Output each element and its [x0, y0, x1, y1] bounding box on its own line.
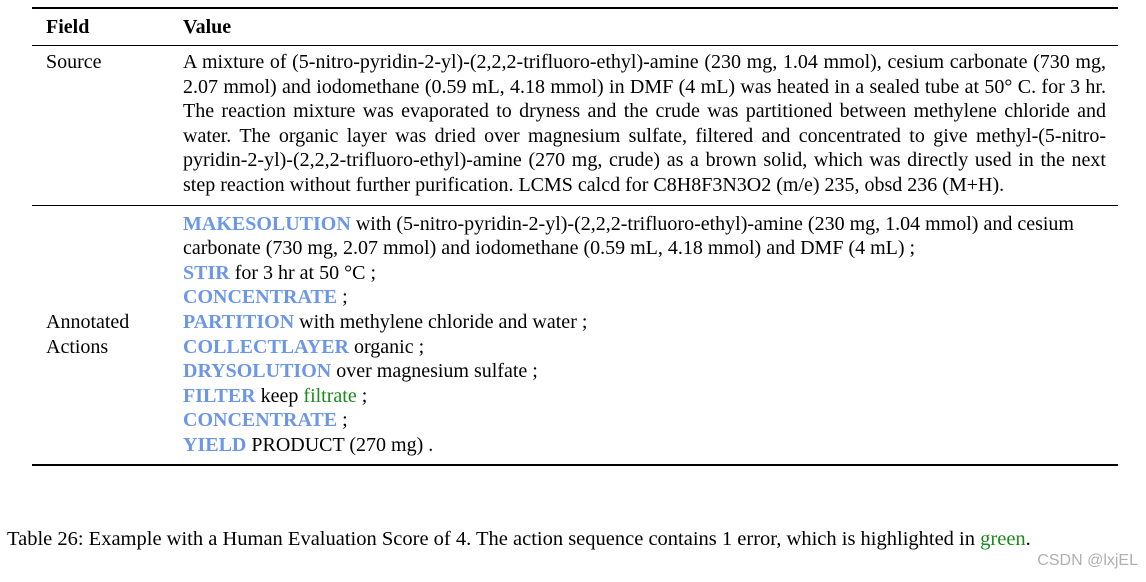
source-text: A mixture of (5-nitro-pyridin-2-yl)-(2,2,2-trifluoro-ethyl)-amine (230 mg, 1.04 mmol), cesium carbonate (730 mg, 2.07 mmol) and iodomethane (0.59 mL, 4.18 mmol) in DMF (4 mL) was heated in a sealed tube at 50° C. for 3 hr. The reaction mixture was evaporated to dryness and the crude was partitioned between methylene chloride and water. The organic layer was dried over magnesium sulfate, filtered and concentrated to give methyl-(5-nitro-pyridin-2-yl)-(2,2,2-trifluoro-ethyl)-amine (270 mg, crude) as a brown solid, which was directly used in the next step reaction without further purification. LCMS calcd for C8H8F3N3O2 (m/e) 235, obsd 236 (M+H).: [183, 51, 1106, 196]
action-item: [183, 408, 1106, 433]
action-item: [183, 433, 1106, 458]
action-item: [183, 359, 1106, 384]
action-verb: CONCENTRATE: [183, 286, 338, 309]
action-text: organic ;: [348, 335, 425, 358]
source-row: [32, 46, 1118, 205]
table-header-row: [32, 9, 1118, 45]
actions-row: [32, 206, 1118, 464]
action-verb: DRYSOLUTION: [183, 360, 332, 383]
action-verb: FILTER: [183, 384, 256, 407]
action-item: [183, 285, 1106, 310]
action-text: with methylene chloride and water ;: [294, 310, 588, 333]
action-item: [183, 335, 1106, 360]
action-verb: MAKESOLUTION: [183, 212, 351, 235]
error-highlight: filtrate: [303, 384, 357, 407]
action-text: for 3 hr at 50 °C ;: [229, 261, 377, 284]
table-bottom-rule: [32, 464, 1118, 466]
caption-prefix: Table 26: Example with a Human Evaluation Score of 4. The action sequence contains 1 error, which is highlighted in: [7, 528, 981, 550]
action-text: ;: [337, 286, 348, 309]
watermark: CSDN @lxjEL: [1037, 552, 1138, 569]
action-text: PRODUCT (270 mg) .: [246, 433, 434, 456]
caption-suffix: .: [1025, 528, 1031, 550]
header-field: Field: [46, 16, 90, 38]
action-item: [183, 212, 1106, 261]
source-label: Source: [46, 51, 102, 73]
action-text: keep: [255, 384, 304, 407]
action-verb: STIR: [183, 261, 230, 284]
action-verb: PARTITION: [183, 310, 295, 333]
action-item: [183, 310, 1106, 335]
action-verb: CONCENTRATE: [183, 409, 338, 432]
action-item: [183, 384, 1106, 409]
caption-highlight: green: [980, 528, 1026, 550]
header-value: Value: [183, 16, 232, 38]
table-caption: [7, 525, 1146, 554]
action-verb: YIELD: [183, 433, 247, 456]
action-text-after: ;: [356, 384, 368, 407]
action-text: ;: [337, 409, 348, 432]
action-text: with (5-nitro-pyridin-2-yl)-(2,2,2-trifluoro-ethyl)-amine (230 mg, 1.04 mmol) and cesium carbonate (730 mg, 2.07 mmol) and iodomethane (0.59 mL, 4.18 mmol) and DMF (4 mL) ;: [183, 212, 1074, 260]
action-verb: COLLECTLAYER: [183, 335, 349, 358]
actions-list: [169, 212, 1118, 458]
results-table: [32, 7, 1118, 466]
action-text: over magnesium sulfate ;: [331, 360, 538, 383]
action-item: [183, 261, 1106, 286]
actions-label: Annotated Actions: [46, 310, 130, 358]
